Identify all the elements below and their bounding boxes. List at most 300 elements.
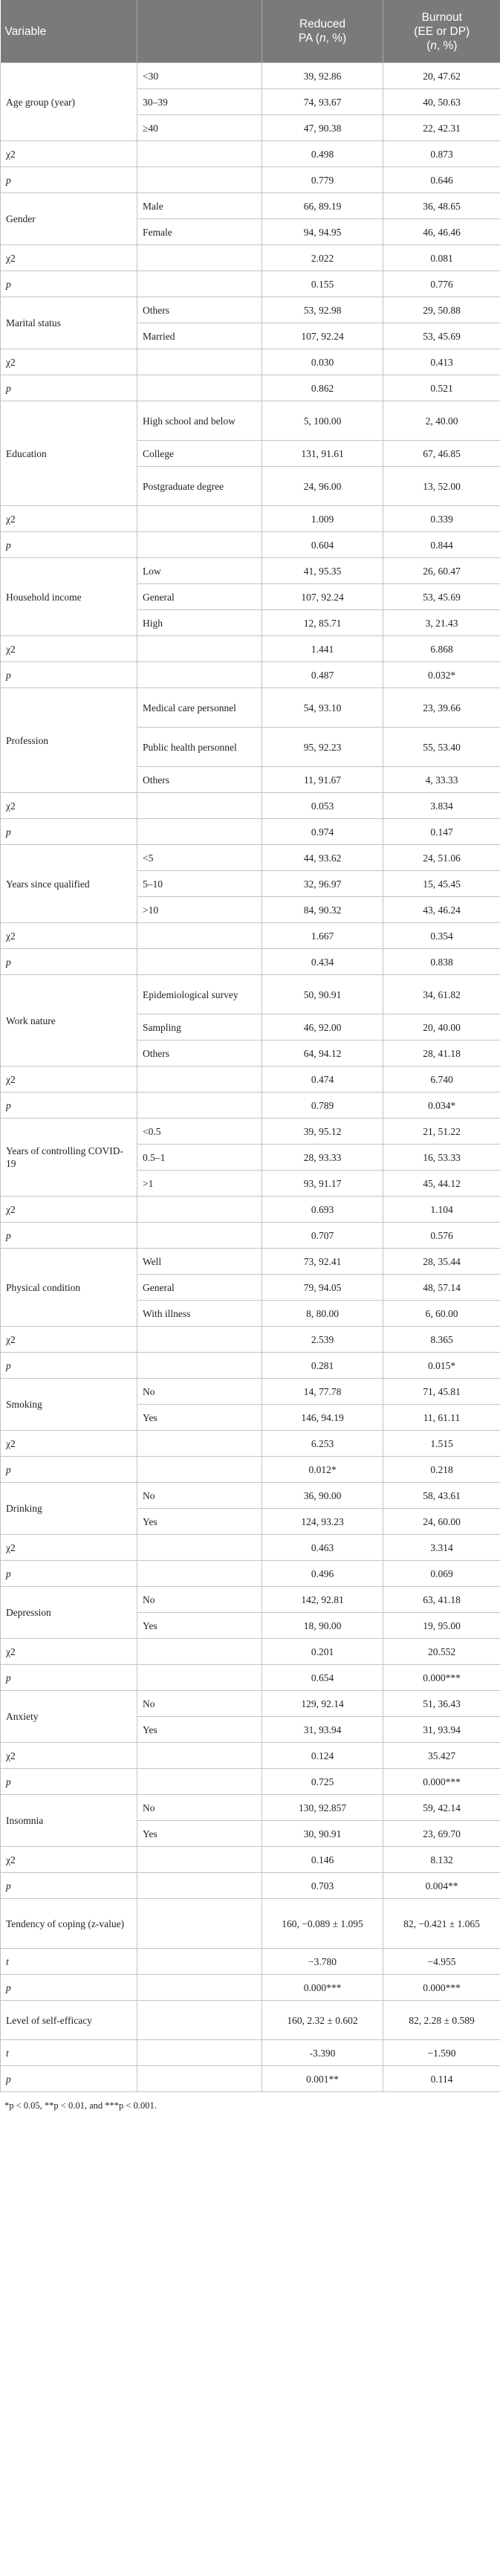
reduced-pa-cell: 146, 94.19 — [262, 1405, 383, 1431]
statistic-label-cell: χ2 — [1, 793, 137, 819]
table-row — [1, 271, 500, 297]
table-row — [1, 1327, 500, 1353]
statistic-burnout-cell: 0.413 — [383, 349, 500, 375]
level-cell: Male — [137, 193, 262, 219]
p-label-cell: p — [1, 1561, 137, 1587]
p-label-cell: p — [1, 949, 137, 975]
variable-name-cell: Tendency of coping (z-value) — [1, 1899, 137, 1949]
reduced-pa-cell: 95, 92.23 — [262, 728, 383, 767]
statistic-pa-cell: 0.463 — [262, 1535, 383, 1561]
statistic-burnout-cell: 1.104 — [383, 1197, 500, 1223]
empty-cell — [137, 1067, 262, 1093]
level-cell: Others — [137, 297, 262, 323]
statistic-burnout-cell: 0.339 — [383, 506, 500, 532]
statistic-label-cell: χ2 — [1, 1431, 137, 1457]
statistic-label-cell: χ2 — [1, 506, 137, 532]
table-row — [1, 2001, 500, 2040]
reduced-pa-cell: 129, 92.14 — [262, 1691, 383, 1717]
table-row — [1, 193, 500, 219]
level-cell: General — [137, 1275, 262, 1301]
empty-cell — [137, 349, 262, 375]
level-cell: <5 — [137, 845, 262, 871]
empty-cell — [137, 1561, 262, 1587]
p-burnout-cell: 0.114 — [383, 2066, 500, 2092]
table-row — [1, 1587, 500, 1613]
table-body — [1, 63, 500, 2092]
level-cell: Others — [137, 767, 262, 793]
p-burnout-cell: 0.000*** — [383, 1665, 500, 1691]
burnout-cell: 55, 53.40 — [383, 728, 500, 767]
p-label-cell: p — [1, 532, 137, 558]
statistic-burnout-cell: −1.590 — [383, 2040, 500, 2066]
statistic-burnout-cell: 8.132 — [383, 1847, 500, 1873]
reduced-pa-cell: 11, 91.67 — [262, 767, 383, 793]
burnout-cell: 51, 36.43 — [383, 1691, 500, 1717]
p-label-cell: p — [1, 1093, 137, 1119]
statistic-pa-cell: 0.693 — [262, 1197, 383, 1223]
empty-cell — [137, 1769, 262, 1795]
p-label-cell: p — [1, 1457, 137, 1483]
p-label-cell: p — [1, 819, 137, 845]
variable-name-cell: Level of self-efficacy — [1, 2001, 137, 2040]
variable-name-cell: Work nature — [1, 975, 137, 1067]
table-row — [1, 1457, 500, 1483]
empty-cell — [137, 1535, 262, 1561]
header-burnout-line2: (EE or DP) — [414, 25, 470, 38]
header-level — [137, 0, 262, 63]
p-pa-cell: 0.434 — [262, 949, 383, 975]
reduced-pa-cell: 18, 90.00 — [262, 1613, 383, 1639]
table-row — [1, 1795, 500, 1821]
p-burnout-cell: 0.521 — [383, 375, 500, 401]
table-row — [1, 401, 500, 441]
header-burnout — [383, 0, 500, 63]
empty-cell — [137, 1949, 262, 1975]
level-cell: Yes — [137, 1405, 262, 1431]
burnout-cell: 23, 69.70 — [383, 1821, 500, 1847]
burnout-cell: 71, 45.81 — [383, 1379, 500, 1405]
level-cell: Yes — [137, 1509, 262, 1535]
statistic-burnout-cell: 35.427 — [383, 1743, 500, 1769]
p-burnout-cell: 0.034* — [383, 1093, 500, 1119]
variable-name-cell: Physical condition — [1, 1249, 137, 1327]
variable-name-cell: Depression — [1, 1587, 137, 1639]
table-row — [1, 1119, 500, 1145]
statistic-label-cell: χ2 — [1, 141, 137, 167]
empty-cell — [137, 1093, 262, 1119]
table-header — [1, 0, 500, 63]
level-cell: <30 — [137, 63, 262, 89]
table-row — [1, 1949, 500, 1975]
reduced-pa-cell: 31, 93.94 — [262, 1717, 383, 1743]
level-cell: 30–39 — [137, 89, 262, 115]
level-cell: Others — [137, 1041, 262, 1067]
level-cell: >10 — [137, 897, 262, 923]
reduced-pa-cell: 39, 92.86 — [262, 63, 383, 89]
burnout-cell: 22, 42.31 — [383, 115, 500, 141]
reduced-pa-cell: 64, 94.12 — [262, 1041, 383, 1067]
burnout-cell: 6, 60.00 — [383, 1301, 500, 1327]
reduced-pa-cell: 94, 94.95 — [262, 219, 383, 245]
empty-cell — [137, 375, 262, 401]
statistic-burnout-cell: 6.868 — [383, 636, 500, 662]
p-burnout-cell: 0.147 — [383, 819, 500, 845]
reduced-pa-cell: 30, 90.91 — [262, 1821, 383, 1847]
statistic-burnout-cell: 3.834 — [383, 793, 500, 819]
statistic-label-cell: t — [1, 2040, 137, 2066]
p-pa-cell: 0.604 — [262, 532, 383, 558]
header-reduced-pa-line1: Reduced — [299, 18, 346, 30]
level-cell: No — [137, 1587, 262, 1613]
table-row — [1, 1431, 500, 1457]
table-row — [1, 63, 500, 89]
p-pa-cell: 0.862 — [262, 375, 383, 401]
reduced-pa-cell: 8, 80.00 — [262, 1301, 383, 1327]
burnout-cell: 53, 45.69 — [383, 584, 500, 610]
statistic-pa-cell: 0.053 — [262, 793, 383, 819]
burnout-cell: 20, 47.62 — [383, 63, 500, 89]
empty-cell — [137, 141, 262, 167]
burnout-cell: 15, 45.45 — [383, 871, 500, 897]
table-row — [1, 1743, 500, 1769]
empty-cell — [137, 1353, 262, 1379]
burnout-cell: 13, 52.00 — [383, 467, 500, 506]
table-row — [1, 1899, 500, 1949]
level-cell: 5–10 — [137, 871, 262, 897]
level-cell: High school and below — [137, 401, 262, 441]
reduced-pa-cell: 131, 91.61 — [262, 441, 383, 467]
variable-name-cell: Anxiety — [1, 1691, 137, 1743]
table-row — [1, 662, 500, 688]
statistic-label-cell: χ2 — [1, 1197, 137, 1223]
reduced-pa-cell: 142, 92.81 — [262, 1587, 383, 1613]
table-row — [1, 845, 500, 871]
reduced-pa-cell: 28, 93.33 — [262, 1145, 383, 1171]
statistic-burnout-cell: 3.314 — [383, 1535, 500, 1561]
p-label-cell: p — [1, 2066, 137, 2092]
statistic-burnout-cell: 6.740 — [383, 1067, 500, 1093]
table-row — [1, 636, 500, 662]
p-pa-cell: 0.654 — [262, 1665, 383, 1691]
empty-cell — [137, 245, 262, 271]
reduced-pa-cell: 41, 95.35 — [262, 558, 383, 584]
table-row — [1, 793, 500, 819]
statistic-pa-cell: -3.390 — [262, 2040, 383, 2066]
table-row — [1, 2066, 500, 2092]
burnout-cell: 36, 48.65 — [383, 193, 500, 219]
table-row — [1, 1483, 500, 1509]
p-label-cell: p — [1, 375, 137, 401]
header-burnout-line1: Burnout — [421, 10, 462, 24]
statistic-pa-cell: 1.009 — [262, 506, 383, 532]
variable-name-cell: Age group (year) — [1, 63, 137, 141]
reduced-pa-cell: 14, 77.78 — [262, 1379, 383, 1405]
level-cell: General — [137, 584, 262, 610]
statistic-label-cell: χ2 — [1, 1067, 137, 1093]
p-pa-cell: 0.012* — [262, 1457, 383, 1483]
empty-cell — [137, 662, 262, 688]
p-pa-cell: 0.281 — [262, 1353, 383, 1379]
empty-cell — [137, 2001, 262, 2040]
reduced-pa-cell: 5, 100.00 — [262, 401, 383, 441]
table-row — [1, 1873, 500, 1899]
level-cell: Well — [137, 1249, 262, 1275]
level-cell: ≥40 — [137, 115, 262, 141]
empty-cell — [137, 1639, 262, 1665]
reduced-pa-cell: 79, 94.05 — [262, 1275, 383, 1301]
header-reduced-pa — [262, 0, 383, 63]
p-label-cell: p — [1, 1873, 137, 1899]
burnout-cell: 45, 44.12 — [383, 1171, 500, 1197]
empty-cell — [137, 636, 262, 662]
p-burnout-cell: 0.838 — [383, 949, 500, 975]
burnout-cell: 16, 53.33 — [383, 1145, 500, 1171]
statistic-pa-cell: 2.022 — [262, 245, 383, 271]
variable-name-cell: Education — [1, 401, 137, 506]
p-pa-cell: 0.789 — [262, 1093, 383, 1119]
table-row — [1, 923, 500, 949]
table-row — [1, 1975, 500, 2001]
empty-cell — [137, 1899, 262, 1949]
reduced-pa-cell: 12, 85.71 — [262, 610, 383, 636]
burnout-cell: 21, 51.22 — [383, 1119, 500, 1145]
table-row — [1, 1535, 500, 1561]
table-row — [1, 375, 500, 401]
p-pa-cell: 0.725 — [262, 1769, 383, 1795]
p-burnout-cell: 0.576 — [383, 1223, 500, 1249]
burnout-cell: 28, 41.18 — [383, 1041, 500, 1067]
p-label-cell: p — [1, 1769, 137, 1795]
empty-cell — [137, 1873, 262, 1899]
level-cell: Married — [137, 323, 262, 349]
statistic-burnout-cell: 0.873 — [383, 141, 500, 167]
table-row — [1, 167, 500, 193]
reduced-pa-cell: 160, −0.089 ± 1.095 — [262, 1899, 383, 1949]
empty-cell — [137, 1457, 262, 1483]
level-cell: With illness — [137, 1301, 262, 1327]
statistic-label-cell: χ2 — [1, 636, 137, 662]
empty-cell — [137, 1431, 262, 1457]
statistic-pa-cell: 0.498 — [262, 141, 383, 167]
reduced-pa-cell: 107, 92.24 — [262, 584, 383, 610]
variable-name-cell: Marital status — [1, 297, 137, 349]
statistic-pa-cell: 0.201 — [262, 1639, 383, 1665]
p-pa-cell: 0.000*** — [262, 1975, 383, 2001]
reduced-pa-cell: 130, 92.857 — [262, 1795, 383, 1821]
table-row — [1, 1639, 500, 1665]
burnout-cell: 3, 21.43 — [383, 610, 500, 636]
table-row — [1, 1197, 500, 1223]
burnout-cell: 23, 39.66 — [383, 688, 500, 728]
level-cell: <0.5 — [137, 1119, 262, 1145]
reduced-pa-cell: 39, 95.12 — [262, 1119, 383, 1145]
burnout-cell: 67, 46.85 — [383, 441, 500, 467]
empty-cell — [137, 1743, 262, 1769]
reduced-pa-cell: 107, 92.24 — [262, 323, 383, 349]
table-row — [1, 688, 500, 728]
variable-name-cell: Years of controlling COVID-19 — [1, 1119, 137, 1197]
table-row — [1, 1769, 500, 1795]
level-cell: Sampling — [137, 1014, 262, 1041]
p-pa-cell: 0.496 — [262, 1561, 383, 1587]
statistic-label-cell: χ2 — [1, 1847, 137, 1873]
statistic-burnout-cell: 20.552 — [383, 1639, 500, 1665]
reduced-pa-cell: 84, 90.32 — [262, 897, 383, 923]
statistic-pa-cell: 1.441 — [262, 636, 383, 662]
table-row — [1, 245, 500, 271]
level-cell: Yes — [137, 1821, 262, 1847]
table-row — [1, 1093, 500, 1119]
p-burnout-cell: 0.032* — [383, 662, 500, 688]
burnout-cell: 20, 40.00 — [383, 1014, 500, 1041]
table-footnote — [0, 2092, 500, 2111]
variable-name-cell: Household income — [1, 558, 137, 636]
p-burnout-cell: 0.844 — [383, 532, 500, 558]
empty-cell — [137, 167, 262, 193]
statistic-burnout-cell: 0.354 — [383, 923, 500, 949]
burnout-cell: 28, 35.44 — [383, 1249, 500, 1275]
table-row — [1, 975, 500, 1014]
p-label-cell: p — [1, 1975, 137, 2001]
reduced-pa-cell: 73, 92.41 — [262, 1249, 383, 1275]
header-reduced-pa-line2a: PA ( — [298, 32, 319, 45]
statistic-burnout-cell: −4.955 — [383, 1949, 500, 1975]
p-pa-cell: 0.974 — [262, 819, 383, 845]
statistic-label-cell: t — [1, 1949, 137, 1975]
level-cell: Postgraduate degree — [137, 467, 262, 506]
table-row — [1, 1665, 500, 1691]
burnout-cell: 63, 41.18 — [383, 1587, 500, 1613]
level-cell: Yes — [137, 1717, 262, 1743]
burnout-cell: 11, 61.11 — [383, 1405, 500, 1431]
burnout-cell: 82, 2.28 ± 0.589 — [383, 2001, 500, 2040]
header-variable: Variable — [1, 0, 137, 63]
reduced-pa-cell: 66, 89.19 — [262, 193, 383, 219]
burnout-cell: 58, 43.61 — [383, 1483, 500, 1509]
level-cell: Epidemiological survey — [137, 975, 262, 1014]
p-label-cell: p — [1, 1665, 137, 1691]
p-pa-cell: 0.155 — [262, 271, 383, 297]
header-reduced-pa-n: n — [319, 32, 326, 45]
variable-name-cell: Profession — [1, 688, 137, 793]
p-pa-cell: 0.779 — [262, 167, 383, 193]
burnout-cell: 82, −0.421 ± 1.065 — [383, 1899, 500, 1949]
burnout-cell: 43, 46.24 — [383, 897, 500, 923]
burnout-cell: 34, 61.82 — [383, 975, 500, 1014]
p-burnout-cell: 0.004** — [383, 1873, 500, 1899]
p-burnout-cell: 0.000*** — [383, 1769, 500, 1795]
reduced-pa-cell: 53, 92.98 — [262, 297, 383, 323]
empty-cell — [137, 949, 262, 975]
table-row — [1, 1379, 500, 1405]
p-burnout-cell: 0.015* — [383, 1353, 500, 1379]
statistic-label-cell: χ2 — [1, 245, 137, 271]
table-row — [1, 141, 500, 167]
table-row — [1, 1847, 500, 1873]
burnout-cell: 59, 42.14 — [383, 1795, 500, 1821]
reduced-pa-cell: 32, 96.97 — [262, 871, 383, 897]
statistic-pa-cell: 0.030 — [262, 349, 383, 375]
p-burnout-cell: 0.218 — [383, 1457, 500, 1483]
p-burnout-cell: 0.646 — [383, 167, 500, 193]
burnout-cell: 31, 93.94 — [383, 1717, 500, 1743]
statistic-pa-cell: −3.780 — [262, 1949, 383, 1975]
burnout-cell: 19, 95.00 — [383, 1613, 500, 1639]
empty-cell — [137, 271, 262, 297]
p-pa-cell: 0.001** — [262, 2066, 383, 2092]
statistic-label-cell: χ2 — [1, 923, 137, 949]
burnout-cell: 53, 45.69 — [383, 323, 500, 349]
reduced-pa-cell: 124, 93.23 — [262, 1509, 383, 1535]
header-burnout-n: n — [430, 39, 437, 52]
level-cell: College — [137, 441, 262, 467]
variable-name-cell: Drinking — [1, 1483, 137, 1535]
table-row — [1, 297, 500, 323]
burnout-cell: 24, 51.06 — [383, 845, 500, 871]
level-cell: Yes — [137, 1613, 262, 1639]
p-label-cell: p — [1, 1353, 137, 1379]
header-reduced-pa-line2b: , %) — [325, 32, 347, 45]
reduced-pa-cell: 50, 90.91 — [262, 975, 383, 1014]
variable-name-cell: Smoking — [1, 1379, 137, 1431]
level-cell: Low — [137, 558, 262, 584]
empty-cell — [137, 1847, 262, 1873]
p-label-cell: p — [1, 662, 137, 688]
empty-cell — [137, 2040, 262, 2066]
empty-cell — [137, 1665, 262, 1691]
empty-cell — [137, 1197, 262, 1223]
level-cell: >1 — [137, 1171, 262, 1197]
level-cell: No — [137, 1483, 262, 1509]
statistic-burnout-cell: 8.365 — [383, 1327, 500, 1353]
header-burnout-line3b: , %) — [436, 39, 458, 52]
table-row — [1, 1067, 500, 1093]
statistic-label-cell: χ2 — [1, 349, 137, 375]
empty-cell — [137, 793, 262, 819]
statistic-label-cell: χ2 — [1, 1639, 137, 1665]
p-pa-cell: 0.707 — [262, 1223, 383, 1249]
statistic-pa-cell: 0.474 — [262, 1067, 383, 1093]
burnout-cell: 26, 60.47 — [383, 558, 500, 584]
statistic-pa-cell: 0.146 — [262, 1847, 383, 1873]
reduced-pa-cell: 24, 96.00 — [262, 467, 383, 506]
p-pa-cell: 0.703 — [262, 1873, 383, 1899]
reduced-pa-cell: 46, 92.00 — [262, 1014, 383, 1041]
statistic-burnout-cell: 0.081 — [383, 245, 500, 271]
reduced-pa-cell: 36, 90.00 — [262, 1483, 383, 1509]
statistic-pa-cell: 2.539 — [262, 1327, 383, 1353]
statistic-pa-cell: 1.667 — [262, 923, 383, 949]
table-row — [1, 532, 500, 558]
empty-cell — [137, 532, 262, 558]
table-row — [1, 1691, 500, 1717]
header-burnout-line3a: ( — [426, 39, 431, 52]
level-cell: No — [137, 1379, 262, 1405]
table-row — [1, 819, 500, 845]
reduced-pa-cell: 54, 93.10 — [262, 688, 383, 728]
table-row — [1, 1561, 500, 1587]
burnout-cell: 2, 40.00 — [383, 401, 500, 441]
burnout-cell: 40, 50.63 — [383, 89, 500, 115]
statistic-pa-cell: 6.253 — [262, 1431, 383, 1457]
level-cell: Female — [137, 219, 262, 245]
empty-cell — [137, 1975, 262, 2001]
statistic-label-cell: χ2 — [1, 1743, 137, 1769]
level-cell: 0.5–1 — [137, 1145, 262, 1171]
statistic-burnout-cell: 1.515 — [383, 1431, 500, 1457]
statistic-label-cell: χ2 — [1, 1535, 137, 1561]
table-row — [1, 2040, 500, 2066]
